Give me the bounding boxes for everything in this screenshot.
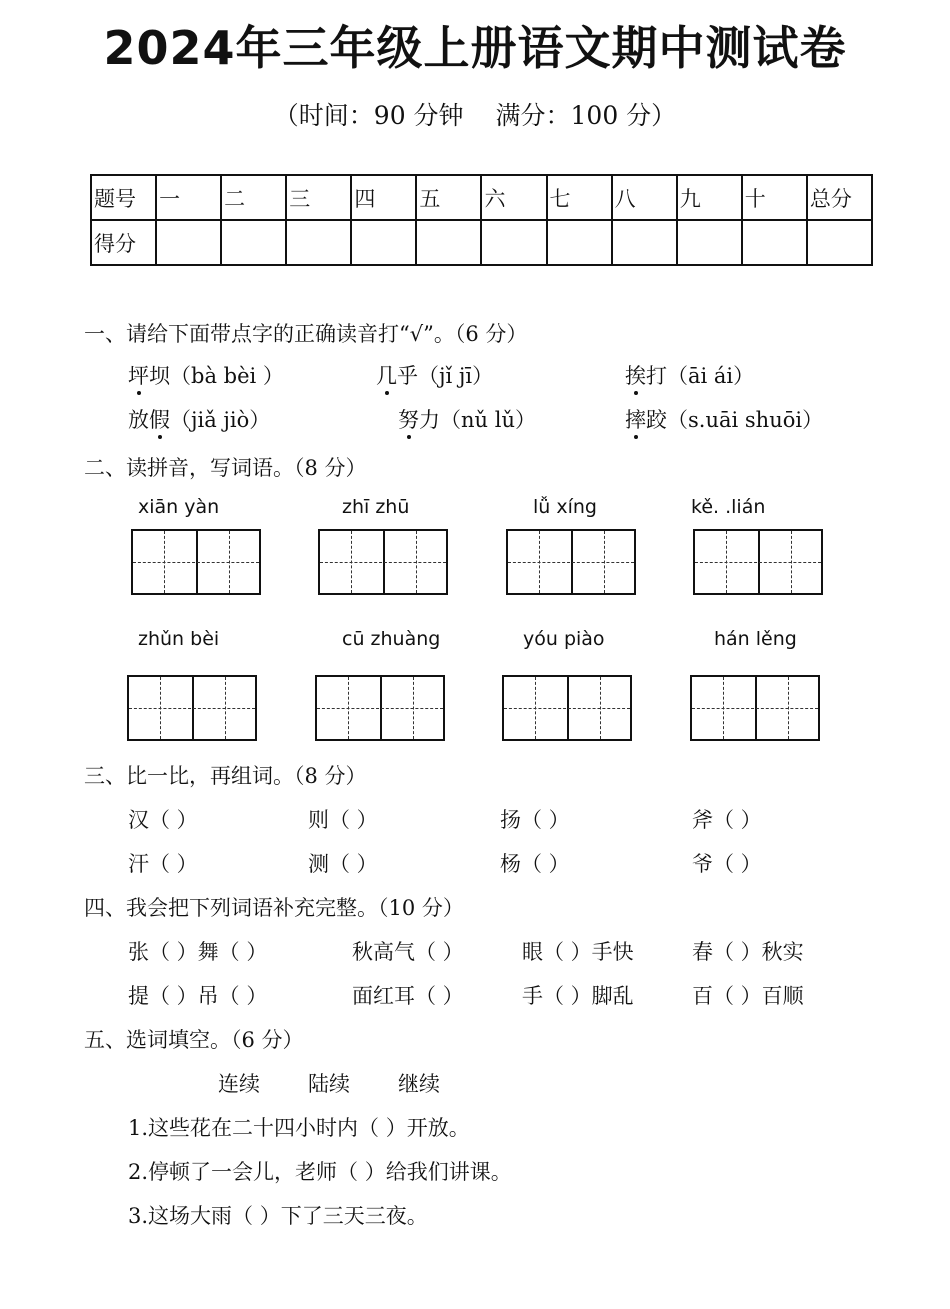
score-cell[interactable] xyxy=(286,220,351,265)
score-table xyxy=(90,174,873,266)
fill-sentence[interactable]: 2.停顿了一会儿，老师（ ）给我们讲课。 xyxy=(128,1160,512,1184)
compare-item[interactable]: 汗（ ） xyxy=(128,852,198,876)
compare-item[interactable]: 爷（ ） xyxy=(692,852,762,876)
score-header-cell: 十 xyxy=(742,175,807,220)
q1-item[interactable]: 摔跤（s.uāi shuōi） xyxy=(625,408,824,432)
compare-item[interactable]: 杨（ ） xyxy=(500,852,570,876)
score-header-cell: 八 xyxy=(612,175,677,220)
pinyin-label: yóu piào xyxy=(523,628,605,650)
score-row-label: 得分 xyxy=(91,220,156,265)
score-cell[interactable] xyxy=(416,220,481,265)
dotted-char: 几 xyxy=(376,364,397,388)
q1-item[interactable]: 挨打（āi ái） xyxy=(625,364,755,388)
idiom-item[interactable]: 秋高气（ ） xyxy=(352,940,464,964)
page-title: 2024年三年级上册语文期中测试卷 xyxy=(103,21,847,75)
q1-item[interactable]: 放假（jiǎ jiò） xyxy=(128,408,271,432)
question-1-title: 一、请给下面带点字的正确读音打“√”。（6 分） xyxy=(84,322,528,346)
dotted-char: 努 xyxy=(398,408,419,432)
score-cell[interactable] xyxy=(481,220,546,265)
question-3-title: 三、比一比，再组词。（8 分） xyxy=(84,764,367,788)
compare-item[interactable]: 斧（ ） xyxy=(692,808,762,832)
time-limit: （时间：90 分钟 xyxy=(273,101,464,130)
pinyin-label: lǚ xíng xyxy=(533,496,597,518)
score-cell[interactable] xyxy=(156,220,221,265)
pinyin-label: hán lěng xyxy=(714,628,797,650)
pinyin-label: zhǔn bèi xyxy=(138,628,220,650)
idiom-item[interactable]: 张（ ）舞（ ） xyxy=(128,940,268,964)
idiom-item[interactable]: 面红耳（ ） xyxy=(352,984,464,1008)
idiom-item[interactable]: 手（ ）脚乱 xyxy=(522,984,634,1008)
score-header-cell: 九 xyxy=(677,175,742,220)
compare-item[interactable]: 测（ ） xyxy=(308,852,378,876)
idiom-item[interactable]: 百（ ）百顺 xyxy=(692,984,804,1008)
compare-item[interactable]: 则（ ） xyxy=(308,808,378,832)
writing-grid[interactable] xyxy=(315,675,445,741)
question-2-title: 二、读拼音，写词语。（8 分） xyxy=(84,456,367,480)
score-header-cell: 二 xyxy=(221,175,286,220)
compare-item[interactable]: 扬（ ） xyxy=(500,808,570,832)
dotted-char: 坪 xyxy=(128,364,149,388)
score-header-cell: 三 xyxy=(286,175,351,220)
score-header-cell: 一 xyxy=(156,175,221,220)
score-cell[interactable] xyxy=(742,220,807,265)
dotted-char: 假 xyxy=(149,408,170,432)
q1-item[interactable]: 坪坝（bà bèi ） xyxy=(128,364,284,388)
fill-sentence[interactable]: 1.这些花在二十四小时内（ ）开放。 xyxy=(128,1116,470,1140)
score-cell[interactable] xyxy=(677,220,742,265)
pinyin-label: xiān yàn xyxy=(138,496,220,518)
score-header-cell: 总分 xyxy=(807,175,872,220)
compare-item[interactable]: 汉（ ） xyxy=(128,808,198,832)
score-header-cell: 四 xyxy=(351,175,416,220)
score-cell[interactable] xyxy=(221,220,286,265)
score-cell[interactable] xyxy=(351,220,416,265)
writing-grid[interactable] xyxy=(502,675,632,741)
dotted-char: 挨 xyxy=(625,364,646,388)
writing-grid[interactable] xyxy=(693,529,823,595)
question-4-title: 四、我会把下列词语补充完整。（10 分） xyxy=(84,896,464,920)
word-option: 连续 xyxy=(218,1072,260,1096)
fill-sentence[interactable]: 3.这场大雨（ ）下了三天三夜。 xyxy=(128,1204,428,1228)
word-option: 陆续 xyxy=(308,1072,350,1096)
writing-grid[interactable] xyxy=(690,675,820,741)
idiom-item[interactable]: 提（ ）吊（ ） xyxy=(128,984,268,1008)
writing-grid[interactable] xyxy=(506,529,636,595)
score-header-cell: 题号 xyxy=(91,175,156,220)
full-score: 满分：100 分） xyxy=(495,101,677,130)
score-cell[interactable] xyxy=(807,220,872,265)
idiom-item[interactable]: 眼（ ）手快 xyxy=(522,940,634,964)
score-header-cell: 五 xyxy=(416,175,481,220)
q1-item[interactable]: 努力（nǔ lǔ） xyxy=(398,408,536,432)
pinyin-label: kě. .lián xyxy=(691,496,766,518)
idiom-item[interactable]: 春（ ）秋实 xyxy=(692,940,804,964)
pinyin-label: zhī zhū xyxy=(342,496,410,518)
score-header-cell: 六 xyxy=(481,175,546,220)
question-5-title: 五、选词填空。（6 分） xyxy=(84,1028,304,1052)
pinyin-label: cū zhuàng xyxy=(342,628,441,650)
exam-info xyxy=(0,96,950,132)
score-header-cell: 七 xyxy=(547,175,612,220)
writing-grid[interactable] xyxy=(131,529,261,595)
q1-item[interactable]: 几乎（jǐ jī） xyxy=(376,364,494,388)
writing-grid[interactable] xyxy=(318,529,448,595)
score-cell[interactable] xyxy=(547,220,612,265)
dotted-char: 摔 xyxy=(625,408,646,432)
writing-grid[interactable] xyxy=(127,675,257,741)
score-cell[interactable] xyxy=(612,220,677,265)
word-option: 继续 xyxy=(398,1072,440,1096)
